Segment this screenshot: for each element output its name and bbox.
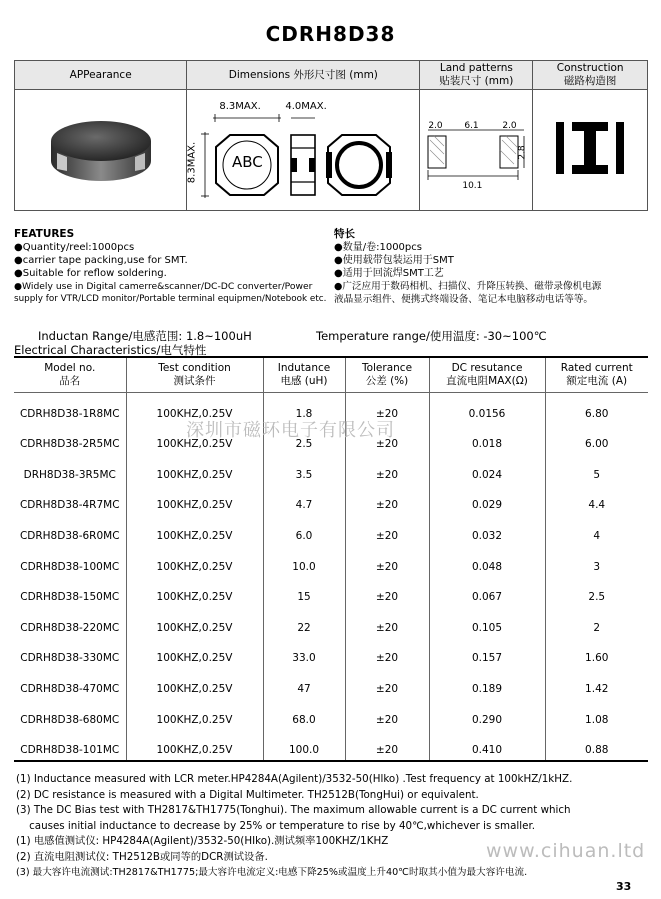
land-patterns-header: Land patterns 贴装尺寸 (mm) bbox=[420, 61, 533, 90]
table-cell: 100KHZ,0.25V bbox=[126, 454, 263, 485]
table-cell: ±20 bbox=[345, 546, 429, 577]
table-cell: 33.0 bbox=[263, 638, 345, 669]
appearance-cell bbox=[15, 90, 187, 211]
dimensions-header: Dimensions 外形尺寸图 (mm) bbox=[187, 61, 420, 90]
feature-cn-item: ●使用载带包装运用于SMT bbox=[334, 255, 454, 266]
table-cell: 1.60 bbox=[545, 638, 648, 669]
table-cell: CDRH8D38-330MC bbox=[20, 652, 120, 665]
table-cell: ±20 bbox=[345, 577, 429, 608]
table-row bbox=[14, 730, 648, 762]
table-row bbox=[14, 454, 648, 485]
table-cell: 100KHZ,0.25V bbox=[126, 515, 263, 546]
electrical-section-title: Electrical Characteristics/电气特性 bbox=[14, 343, 207, 357]
construction-header: Construction 磁路构造图 bbox=[533, 61, 648, 90]
column-header bbox=[429, 357, 545, 393]
table-cell: ±20 bbox=[345, 668, 429, 699]
table-cell: 100KHZ,0.25V bbox=[126, 393, 263, 424]
land-label-d: 2.8 bbox=[518, 145, 529, 160]
spec-header-table bbox=[14, 60, 648, 211]
table-cell: 0.105 bbox=[429, 607, 545, 638]
table-row bbox=[14, 607, 648, 638]
table-cell: 0.029 bbox=[429, 485, 545, 516]
construction-cell bbox=[533, 90, 648, 211]
table-cell: 1.8 bbox=[263, 393, 345, 424]
table-row bbox=[14, 546, 648, 577]
features-title-en: FEATURES bbox=[14, 228, 75, 240]
column-header-cn: 品名 bbox=[59, 375, 81, 387]
table-row bbox=[14, 699, 648, 730]
note-line: causes initial inductance to decrease by 25% or temperature to rise by 40℃,whichever is smaller. bbox=[16, 819, 536, 832]
table-cell: ±20 bbox=[345, 515, 429, 546]
table-row bbox=[14, 668, 648, 699]
feature-cn-item: ●数量/卷:1000pcs bbox=[334, 242, 422, 253]
test-notes bbox=[16, 772, 656, 881]
land-patterns-cell bbox=[420, 90, 533, 211]
table-cell: 68.0 bbox=[263, 699, 345, 730]
table-cell: 3.5 bbox=[263, 454, 345, 485]
feature-cn-item: 液晶显示组件、便携式终端设备、笔记本电脑移动电话等等。 bbox=[334, 294, 594, 305]
table-cell: 100KHZ,0.25V bbox=[126, 699, 263, 730]
column-header-en: Tolerance bbox=[361, 362, 413, 374]
inductance-range: Inductan Range/电感范围: 1.8~100uH bbox=[38, 329, 252, 343]
magnetic-structure-icon bbox=[554, 120, 626, 176]
column-header bbox=[263, 357, 345, 393]
feature-cn-item: ●广泛应用于数码相机、扫描仪、升降压转换、磁带录像机电源 bbox=[334, 281, 602, 292]
table-cell: 0.410 bbox=[429, 730, 545, 762]
dim-width-label: 8.3MAX. bbox=[219, 101, 261, 112]
table-cell: 0.88 bbox=[545, 730, 648, 762]
column-header-cn: 公差 (%) bbox=[365, 375, 409, 387]
table-cell: 0.189 bbox=[429, 668, 545, 699]
table-row bbox=[14, 638, 648, 669]
page-number: 33 bbox=[616, 880, 632, 893]
table-cell: CDRH8D38-100MC bbox=[20, 560, 120, 573]
note-line: (1) Inductance measured with LCR meter.HP4284A(Agilent)/3532-50(Hlko) .Test frequency at 100kHZ/1kHZ. bbox=[16, 773, 573, 785]
note-line: (1) 电感值测试仪: HP4284A(Agilent)/3532-50(HIko).测试频率100KHZ/1KHZ bbox=[16, 835, 389, 847]
table-cell: 2.5 bbox=[263, 424, 345, 455]
land-label-a: 2.0 bbox=[428, 121, 443, 131]
table-cell: CDRH8D38-680MC bbox=[20, 713, 120, 726]
table-cell: CDRH8D38-101MC bbox=[14, 730, 126, 762]
table-cell: CDRH8D38-470MC bbox=[20, 682, 120, 695]
note-line: (3) 最大容许电流测试:TH2817&TH1775;最大容许电流定义:电感下降25%或温度上升40℃时取其小值为最大容许电流. bbox=[16, 867, 528, 878]
feature-en-item: ●Suitable for reflow soldering. bbox=[14, 268, 167, 279]
table-cell: ±20 bbox=[345, 607, 429, 638]
column-header bbox=[545, 357, 648, 393]
table-cell: 1.42 bbox=[545, 668, 648, 699]
table-cell: 4.7 bbox=[263, 485, 345, 516]
temperature-range: Temperature range/使用温度: -30~100℃ bbox=[316, 329, 547, 343]
table-cell: ±20 bbox=[345, 454, 429, 485]
table-cell: 100KHZ,0.25V bbox=[126, 668, 263, 699]
table-cell: ±20 bbox=[345, 699, 429, 730]
table-cell: 1.08 bbox=[545, 699, 648, 730]
column-header-cn: 直流电阻MAX(Ω) bbox=[446, 375, 528, 387]
table-cell: 4 bbox=[545, 515, 648, 546]
table-cell: 4.4 bbox=[545, 485, 648, 516]
table-cell: 2.5 bbox=[545, 577, 648, 608]
land-label-c: 2.0 bbox=[502, 121, 517, 131]
land-label-b: 6.1 bbox=[464, 121, 479, 131]
table-cell: 0.048 bbox=[429, 546, 545, 577]
table-row bbox=[14, 485, 648, 516]
feature-en-item: supply for VTR/LCD monitor/Portable terminal equipmen/Notebook etc. bbox=[14, 294, 327, 304]
features-cn bbox=[334, 228, 601, 306]
table-cell: 100KHZ,0.25V bbox=[126, 485, 263, 516]
table-cell: DRH8D38-3R5MC bbox=[23, 468, 116, 481]
table-cell: 0.290 bbox=[429, 699, 545, 730]
table-body bbox=[14, 393, 648, 762]
column-header-cn: 测试条件 bbox=[173, 375, 216, 387]
table-cell: 100KHZ,0.25V bbox=[126, 577, 263, 608]
table-cell: 100KHZ,0.25V bbox=[126, 546, 263, 577]
table-cell: 6.0 bbox=[263, 515, 345, 546]
page-title: CDRH8D38 bbox=[265, 22, 396, 46]
features-en bbox=[14, 228, 326, 306]
note-line: (3) The DC Bias test with TH2817&TH1775(Tonghui). The maximum allowable current is a DC current which bbox=[16, 804, 571, 816]
table-cell: ±20 bbox=[345, 424, 429, 455]
column-header-en: Indutance bbox=[277, 362, 331, 374]
table-cell: 0.0156 bbox=[429, 393, 545, 424]
column-header bbox=[14, 357, 126, 393]
table-cell: ±20 bbox=[345, 730, 429, 762]
table-cell: 100KHZ,0.25V bbox=[126, 607, 263, 638]
dimensions-cell bbox=[187, 90, 420, 211]
column-header bbox=[345, 357, 429, 393]
watermark-company: 深圳市磁环电子有限公司 bbox=[186, 420, 395, 441]
table-cell: 0.032 bbox=[429, 515, 545, 546]
table-cell: 6.00 bbox=[545, 424, 648, 455]
column-header-en: Rated current bbox=[560, 362, 633, 374]
table-cell: 100KHZ,0.25V bbox=[126, 424, 263, 455]
note-line: (2) DC resistance is measured with a Digital Multimeter. TH2512B(TongHui) or equivalent. bbox=[16, 788, 479, 801]
table-cell: ±20 bbox=[345, 638, 429, 669]
column-header-en: DC resutance bbox=[451, 362, 523, 374]
feature-en-item: ●Widely use in Digital camerre&scanner/DC-DC converter/Power bbox=[14, 281, 313, 292]
watermark-url: www.cihuan.ltd bbox=[486, 840, 646, 862]
column-header-en: Test condition bbox=[158, 362, 231, 374]
table-cell: 5 bbox=[545, 454, 648, 485]
table-cell: CDRH8D38-4R7MC bbox=[19, 499, 120, 512]
table-cell: CDRH8D38-2R5MC bbox=[19, 438, 120, 451]
feature-cn-item: ●适用于回流焊SMT工艺 bbox=[334, 268, 444, 279]
table-cell: CDRH8D38-220MC bbox=[20, 621, 120, 634]
column-header-en: Model no. bbox=[44, 362, 96, 374]
table-cell: 47 bbox=[263, 668, 345, 699]
table-cell: CDRH8D38-6R0MC bbox=[19, 529, 120, 542]
land-label-e: 10.1 bbox=[462, 181, 483, 191]
dim-depth-label: 8.3MAX. bbox=[186, 141, 198, 184]
appearance-header: APPearance bbox=[15, 61, 187, 90]
table-cell: 3 bbox=[545, 546, 648, 577]
column-header bbox=[126, 357, 263, 393]
table-cell: 0.067 bbox=[429, 577, 545, 608]
table-header-row bbox=[14, 357, 648, 393]
table-cell: 100KHZ,0.25V bbox=[126, 730, 263, 762]
table-cell: CDRH8D38-1R8MC bbox=[19, 407, 120, 420]
table-cell: ±20 bbox=[345, 485, 429, 516]
table-cell: 2 bbox=[545, 607, 648, 638]
table-cell: 6.80 bbox=[545, 393, 648, 424]
table-cell: 22 bbox=[263, 607, 345, 638]
note-line: (2) 直流电阻测试仪: TH2512B或同等的DCR测试设备. bbox=[16, 850, 268, 863]
inductor-photo-icon bbox=[41, 103, 161, 193]
table-cell: 0.024 bbox=[429, 454, 545, 485]
features-title-cn: 特长 bbox=[334, 228, 355, 240]
table-cell: 10.0 bbox=[263, 546, 345, 577]
feature-en-item: ●Quantity/reel:1000pcs bbox=[14, 242, 135, 253]
table-row bbox=[14, 577, 648, 608]
table-cell: 15 bbox=[263, 577, 345, 608]
table-cell: ±20 bbox=[345, 393, 429, 424]
table-row bbox=[14, 515, 648, 546]
part-marking: ABC bbox=[231, 153, 263, 171]
table-cell: 0.018 bbox=[429, 424, 545, 455]
table-cell: 100.0 bbox=[263, 730, 345, 762]
table-cell: CDRH8D38-150MC bbox=[20, 591, 120, 604]
feature-en-item: ●carrier tape packing,use for SMT. bbox=[14, 255, 188, 266]
table-cell: 100KHZ,0.25V bbox=[126, 638, 263, 669]
column-header-cn: 电感 (uH) bbox=[280, 375, 328, 387]
table-cell: 0.157 bbox=[429, 638, 545, 669]
dim-height-label: 4.0MAX. bbox=[285, 101, 327, 112]
column-header-cn: 额定电流 (A) bbox=[566, 375, 628, 387]
